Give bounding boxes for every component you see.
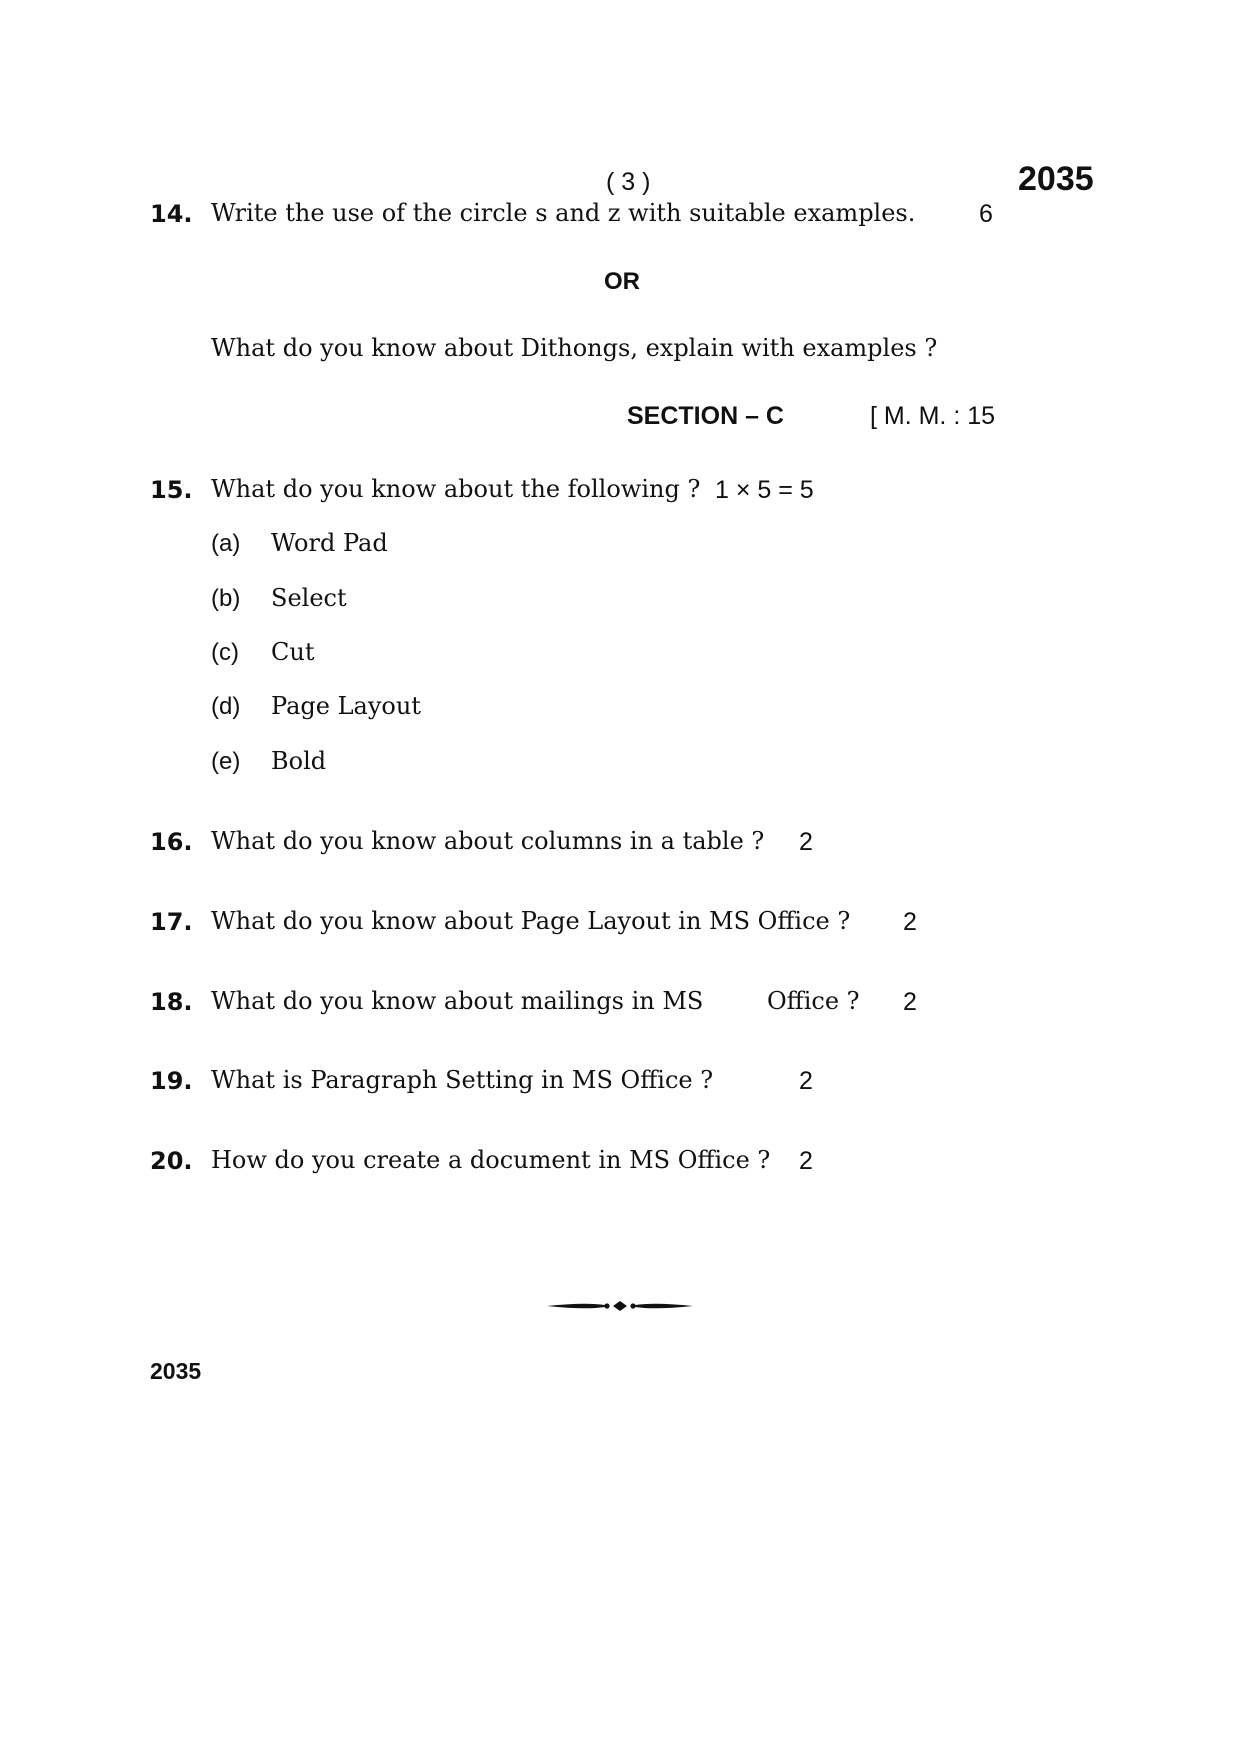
question-19-text: What is Paragraph Setting in MS Office ?: [211, 1066, 714, 1094]
paper-code-header: 2035: [1018, 160, 1094, 198]
question-18-number: 18.: [150, 988, 193, 1016]
question-17-marks: 2: [903, 908, 917, 936]
question-16-number: 16.: [150, 828, 193, 856]
sub-item-label: (e): [211, 748, 241, 775]
question-16-marks: 2: [799, 828, 813, 856]
sub-item-label: (a): [211, 530, 241, 557]
question-16-text: What do you know about columns in a table ?: [211, 827, 765, 855]
question-14-number: 14.: [150, 200, 193, 228]
section-title: SECTION – C: [627, 402, 784, 430]
question-18-text: What do you know about mailings in MS: [211, 987, 704, 1015]
sub-item-text: Page Layout: [271, 692, 421, 720]
question-18-text-continued: Office ?: [767, 987, 860, 1015]
question-20-number: 20.: [150, 1147, 193, 1175]
question-15-marks: 1 × 5 = 5: [715, 476, 814, 504]
question-17-text: What do you know about Page Layout in MS Office ?: [211, 907, 851, 935]
page-number: ( 3 ): [606, 168, 651, 196]
question-14-alternative-text: What do you know about Dithongs, explain with examples ?: [211, 334, 938, 362]
question-19-marks: 2: [799, 1067, 813, 1095]
sub-item-label: (b): [211, 585, 241, 612]
question-20-text: How do you create a document in MS Office ?: [211, 1146, 771, 1174]
or-label: OR: [604, 268, 640, 295]
sub-item-text: Word Pad: [271, 529, 388, 557]
question-15-text: What do you know about the following ?: [211, 475, 701, 503]
section-max-marks: [ M. M. : 15: [870, 402, 996, 430]
question-18-marks: 2: [903, 988, 917, 1016]
sub-item-text: Cut: [271, 638, 315, 666]
question-15-number: 15.: [150, 476, 193, 504]
question-20-marks: 2: [799, 1147, 813, 1175]
paper-code-footer: 2035: [150, 1358, 202, 1384]
sub-item-label: (c): [211, 639, 239, 666]
sub-item-text: Select: [271, 584, 347, 612]
end-ornament: [545, 1294, 695, 1318]
sub-item-text: Bold: [271, 747, 327, 775]
sub-item-label: (d): [211, 693, 241, 720]
end-ornament-graphic: [545, 1294, 695, 1318]
question-14-marks: 6: [979, 200, 993, 228]
question-19-number: 19.: [150, 1067, 193, 1095]
question-14-text: Write the use of the circle s and z with suitable examples.: [211, 199, 916, 227]
question-17-number: 17.: [150, 908, 193, 936]
